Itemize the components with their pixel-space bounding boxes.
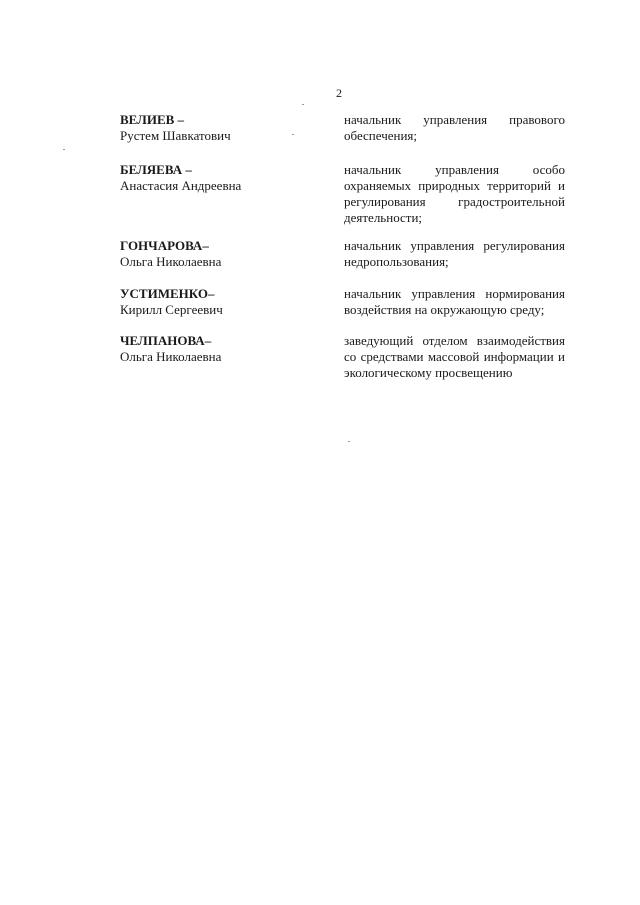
official-surname: ЧЕЛПАНОВА–: [120, 333, 212, 348]
official-surname: ВЕЛИЕВ –: [120, 112, 185, 127]
official-name: [120, 162, 320, 194]
official-position: начальник управления правового обеспечения;: [344, 112, 565, 143]
official-given-names: Ольга Николаевна: [120, 254, 222, 269]
official-position: начальник управления нормирования воздействия на окружающую среду;: [344, 286, 565, 317]
official-given-names: Анастасия Андреевна: [120, 178, 242, 193]
official-position: начальник управления особо охраняемых природных территорий и регулирования градостроительной деятельности;: [344, 162, 565, 225]
official-surname: ГОНЧАРОВА–: [120, 238, 209, 253]
official-given-names: Кирилл Сергеевич: [120, 302, 223, 317]
official-name: [120, 333, 320, 365]
official-given-names: Ольга Николаевна: [120, 349, 222, 364]
official-given-names: Рустем Шавкатович: [120, 128, 231, 143]
official-surname: БЕЛЯЕВА –: [120, 162, 192, 177]
scan-speck: [63, 149, 65, 150]
scan-speck: [302, 104, 304, 105]
official-position: заведующий отделом взаимодействия со средствами массовой информации и экологическому просвещению: [344, 333, 565, 380]
official-name: [120, 112, 320, 144]
official-surname: УСТИМЕНКО–: [120, 286, 215, 301]
page-number: 2: [336, 86, 342, 100]
official-position: начальник управления регулирования недропользования;: [344, 238, 565, 269]
scan-speck: [348, 441, 350, 442]
official-name: [120, 286, 320, 318]
official-name: [120, 238, 320, 270]
